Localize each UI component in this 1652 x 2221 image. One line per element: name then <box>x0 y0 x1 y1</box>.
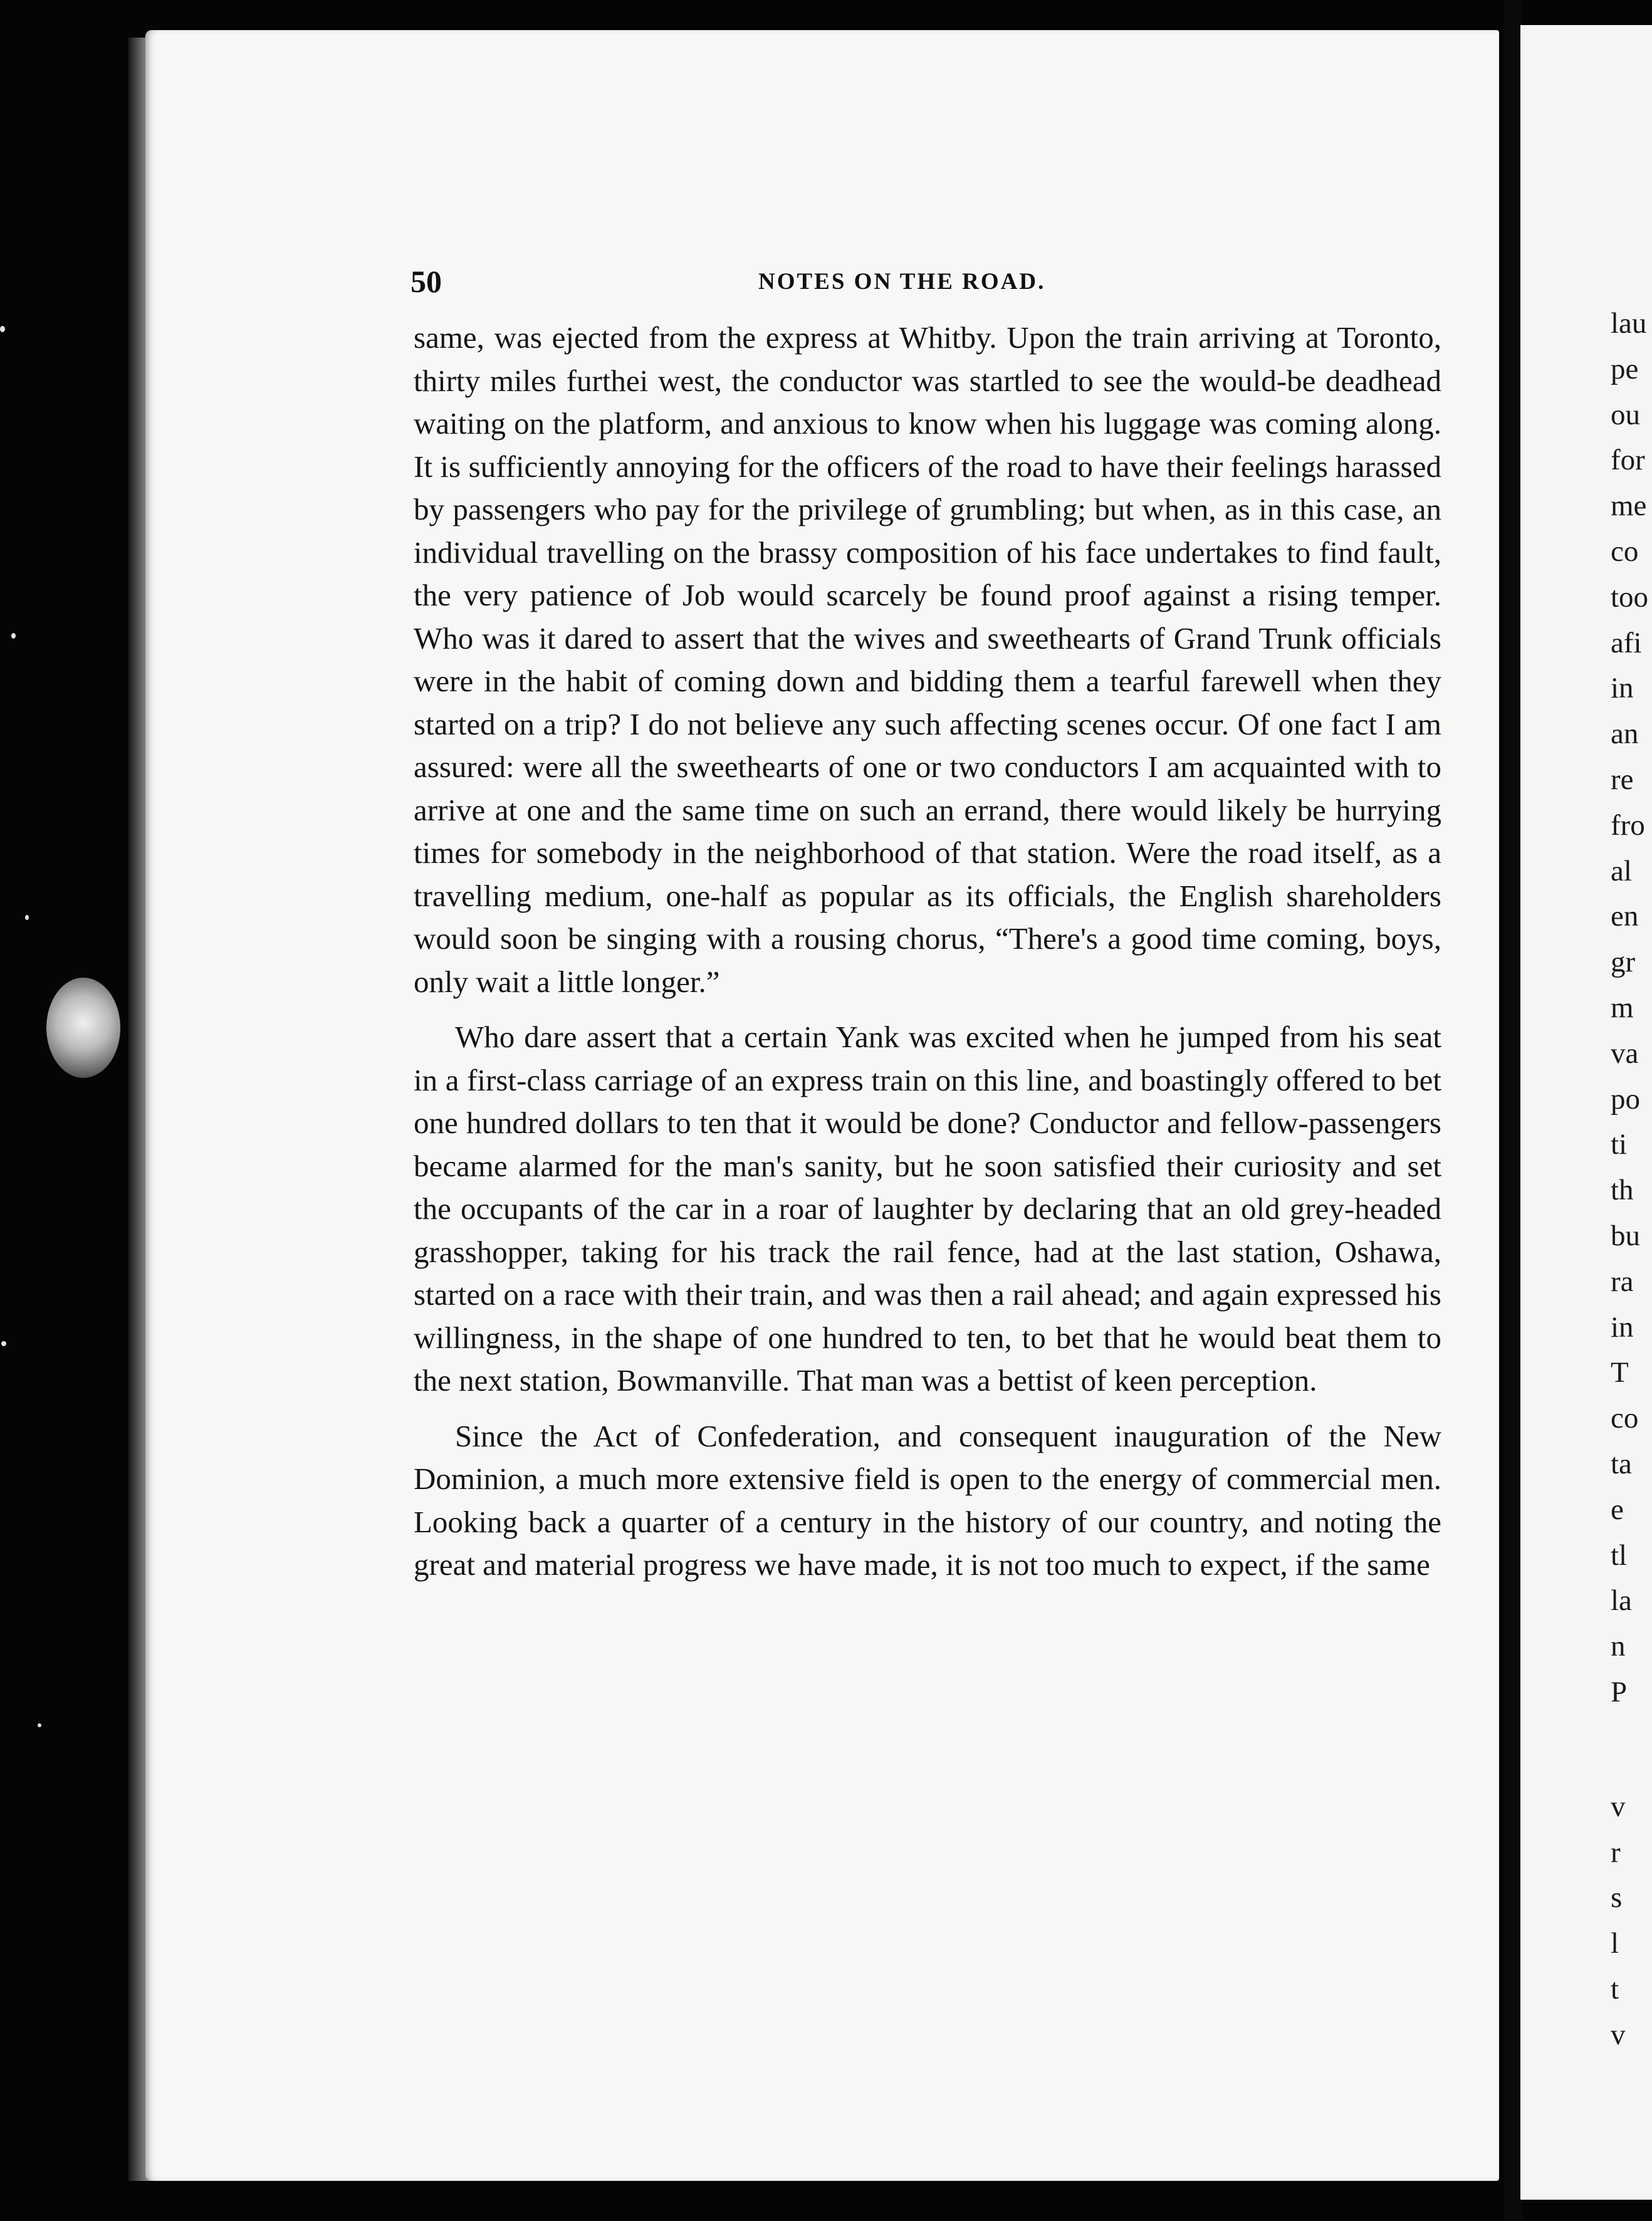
adjacent-page-fragment: ta <box>1611 1447 1632 1480</box>
adjacent-page-fragment: al <box>1611 854 1632 887</box>
adjacent-page-fragment: afi <box>1611 626 1642 659</box>
adjacent-page-fragment: P <box>1611 1675 1628 1708</box>
adjacent-page-fragment: bu <box>1611 1219 1640 1252</box>
adjacent-page-fragment: pe <box>1611 352 1639 385</box>
adjacent-page-fragment: co <box>1611 1402 1639 1435</box>
adjacent-page-fragment: po <box>1611 1082 1640 1116</box>
adjacent-page-fragment <box>1611 1715 1652 1784</box>
adjacent-page-fragment: l <box>1611 1927 1619 1960</box>
adjacent-page-fragment: s <box>1611 1881 1623 1915</box>
paragraph: Since the Act of Confederation, and consequent inauguration of the New Dominion, a much more extensive field is open to the energy of commercial men. Looking back a quarter of a century in the history of our country, and noting the great and material progress we have made, it is not too much to expect, if the same <box>414 1418 1441 1582</box>
adjacent-page-fragment: fro <box>1611 808 1645 842</box>
adjacent-page-fragment: la <box>1611 1584 1632 1617</box>
adjacent-page-fragment: for <box>1611 444 1645 477</box>
adjacent-page-fragment: gr <box>1611 946 1636 979</box>
paragraph: Who dare assert that a certain Yank was excited when he jumped from his seat in a first-class carriage of an express train on this line, and boastingly offered to bet one hundred dollars to ten that it would be done? Conductor and fellow-passengers became alarmed for the man's sanity, but he soon satisfied their curiosity and set the occupants of the car in a roar of laughter by declaring that an old grey-headed grasshopper, taking for his track the rail fence, had at the last station, Oshawa, started on a race with their train, and was then a rail ahead; and again expressed his willingness, in the shape of one hundred to ten, to bet that he would beat them to the next station, Bowmanville. That man was a bettist of keen perception. <box>414 1020 1441 1398</box>
adjacent-page-fragment: in <box>1611 672 1634 705</box>
adjacent-page-fragment: en <box>1611 900 1639 933</box>
adjacent-page-fragment: th <box>1611 1174 1634 1207</box>
adjacent-page-fragment: t <box>1611 1972 1619 2005</box>
adjacent-page-fragment: ra <box>1611 1265 1634 1298</box>
body-text <box>414 316 1441 1599</box>
adjacent-page-fragment: va <box>1611 1037 1639 1070</box>
adjacent-page-fragment: lau <box>1611 307 1647 340</box>
adjacent-page-fragment: re <box>1611 763 1634 796</box>
adjacent-page-fragment: too <box>1611 580 1649 614</box>
adjacent-page-text <box>1611 301 1652 2057</box>
paper-blemish <box>46 978 120 1078</box>
adjacent-page-fragment: an <box>1611 718 1639 751</box>
adjacent-page-fragment: tl <box>1611 1539 1628 1572</box>
adjacent-page-fragment: n <box>1611 1630 1626 1663</box>
page-number: 50 <box>410 264 442 299</box>
running-head: NOTES ON THE ROAD. <box>758 269 1046 295</box>
adjacent-page-fragment: v <box>1611 1790 1626 1823</box>
adjacent-page-fragment: co <box>1611 535 1639 568</box>
adjacent-page-fragment: ou <box>1611 398 1640 431</box>
adjacent-page-fragment: T <box>1611 1356 1629 1389</box>
adjacent-page-fragment: e <box>1611 1493 1624 1526</box>
adjacent-page-fragment: m <box>1611 991 1634 1024</box>
adjacent-page-fragment: v <box>1611 2018 1626 2051</box>
page-header <box>410 263 1445 307</box>
adjacent-page-fragment: r <box>1611 1836 1621 1869</box>
paragraph: same, was ejected from the express at Whitby. Upon the train arriving at Toronto, thirty miles furthei west, the conductor was startled to see the would-be deadhead waiting on the platform, and anxious to know when his luggage was coming along. It is sufficiently annoying for the officers of the road to have their feelings harassed by passengers who pay for the privilege of grumbling; but when, as in this case, an individual travelling on the brassy composition of his face undertakes to find fault, the very patience of Job would scarcely be found proof against a rising temper. Who was it dared to assert that the wives and sweethearts of Grand Trunk officials were in the habit of coming down and bidding them a tearful farewell when they started on a trip? I do not believe any such affecting scenes occur. Of one fact I am assured: were all the sweethearts of one or two conductors I am acquainted with to arrive at one and the same time on such an errand, there would likely be hurrying times for somebody in the neighborhood of that station. Were the road itself, as a travelling medium, one-half as popular as its officials, the English shareholders would soon be singing with a rousing chorus, “There's a good time coming, boys, only wait a little longer.” <box>414 320 1441 999</box>
adjacent-page-fragment: in <box>1611 1310 1634 1344</box>
adjacent-page-fragment: me <box>1611 489 1647 523</box>
adjacent-page-fragment: ti <box>1611 1128 1628 1161</box>
